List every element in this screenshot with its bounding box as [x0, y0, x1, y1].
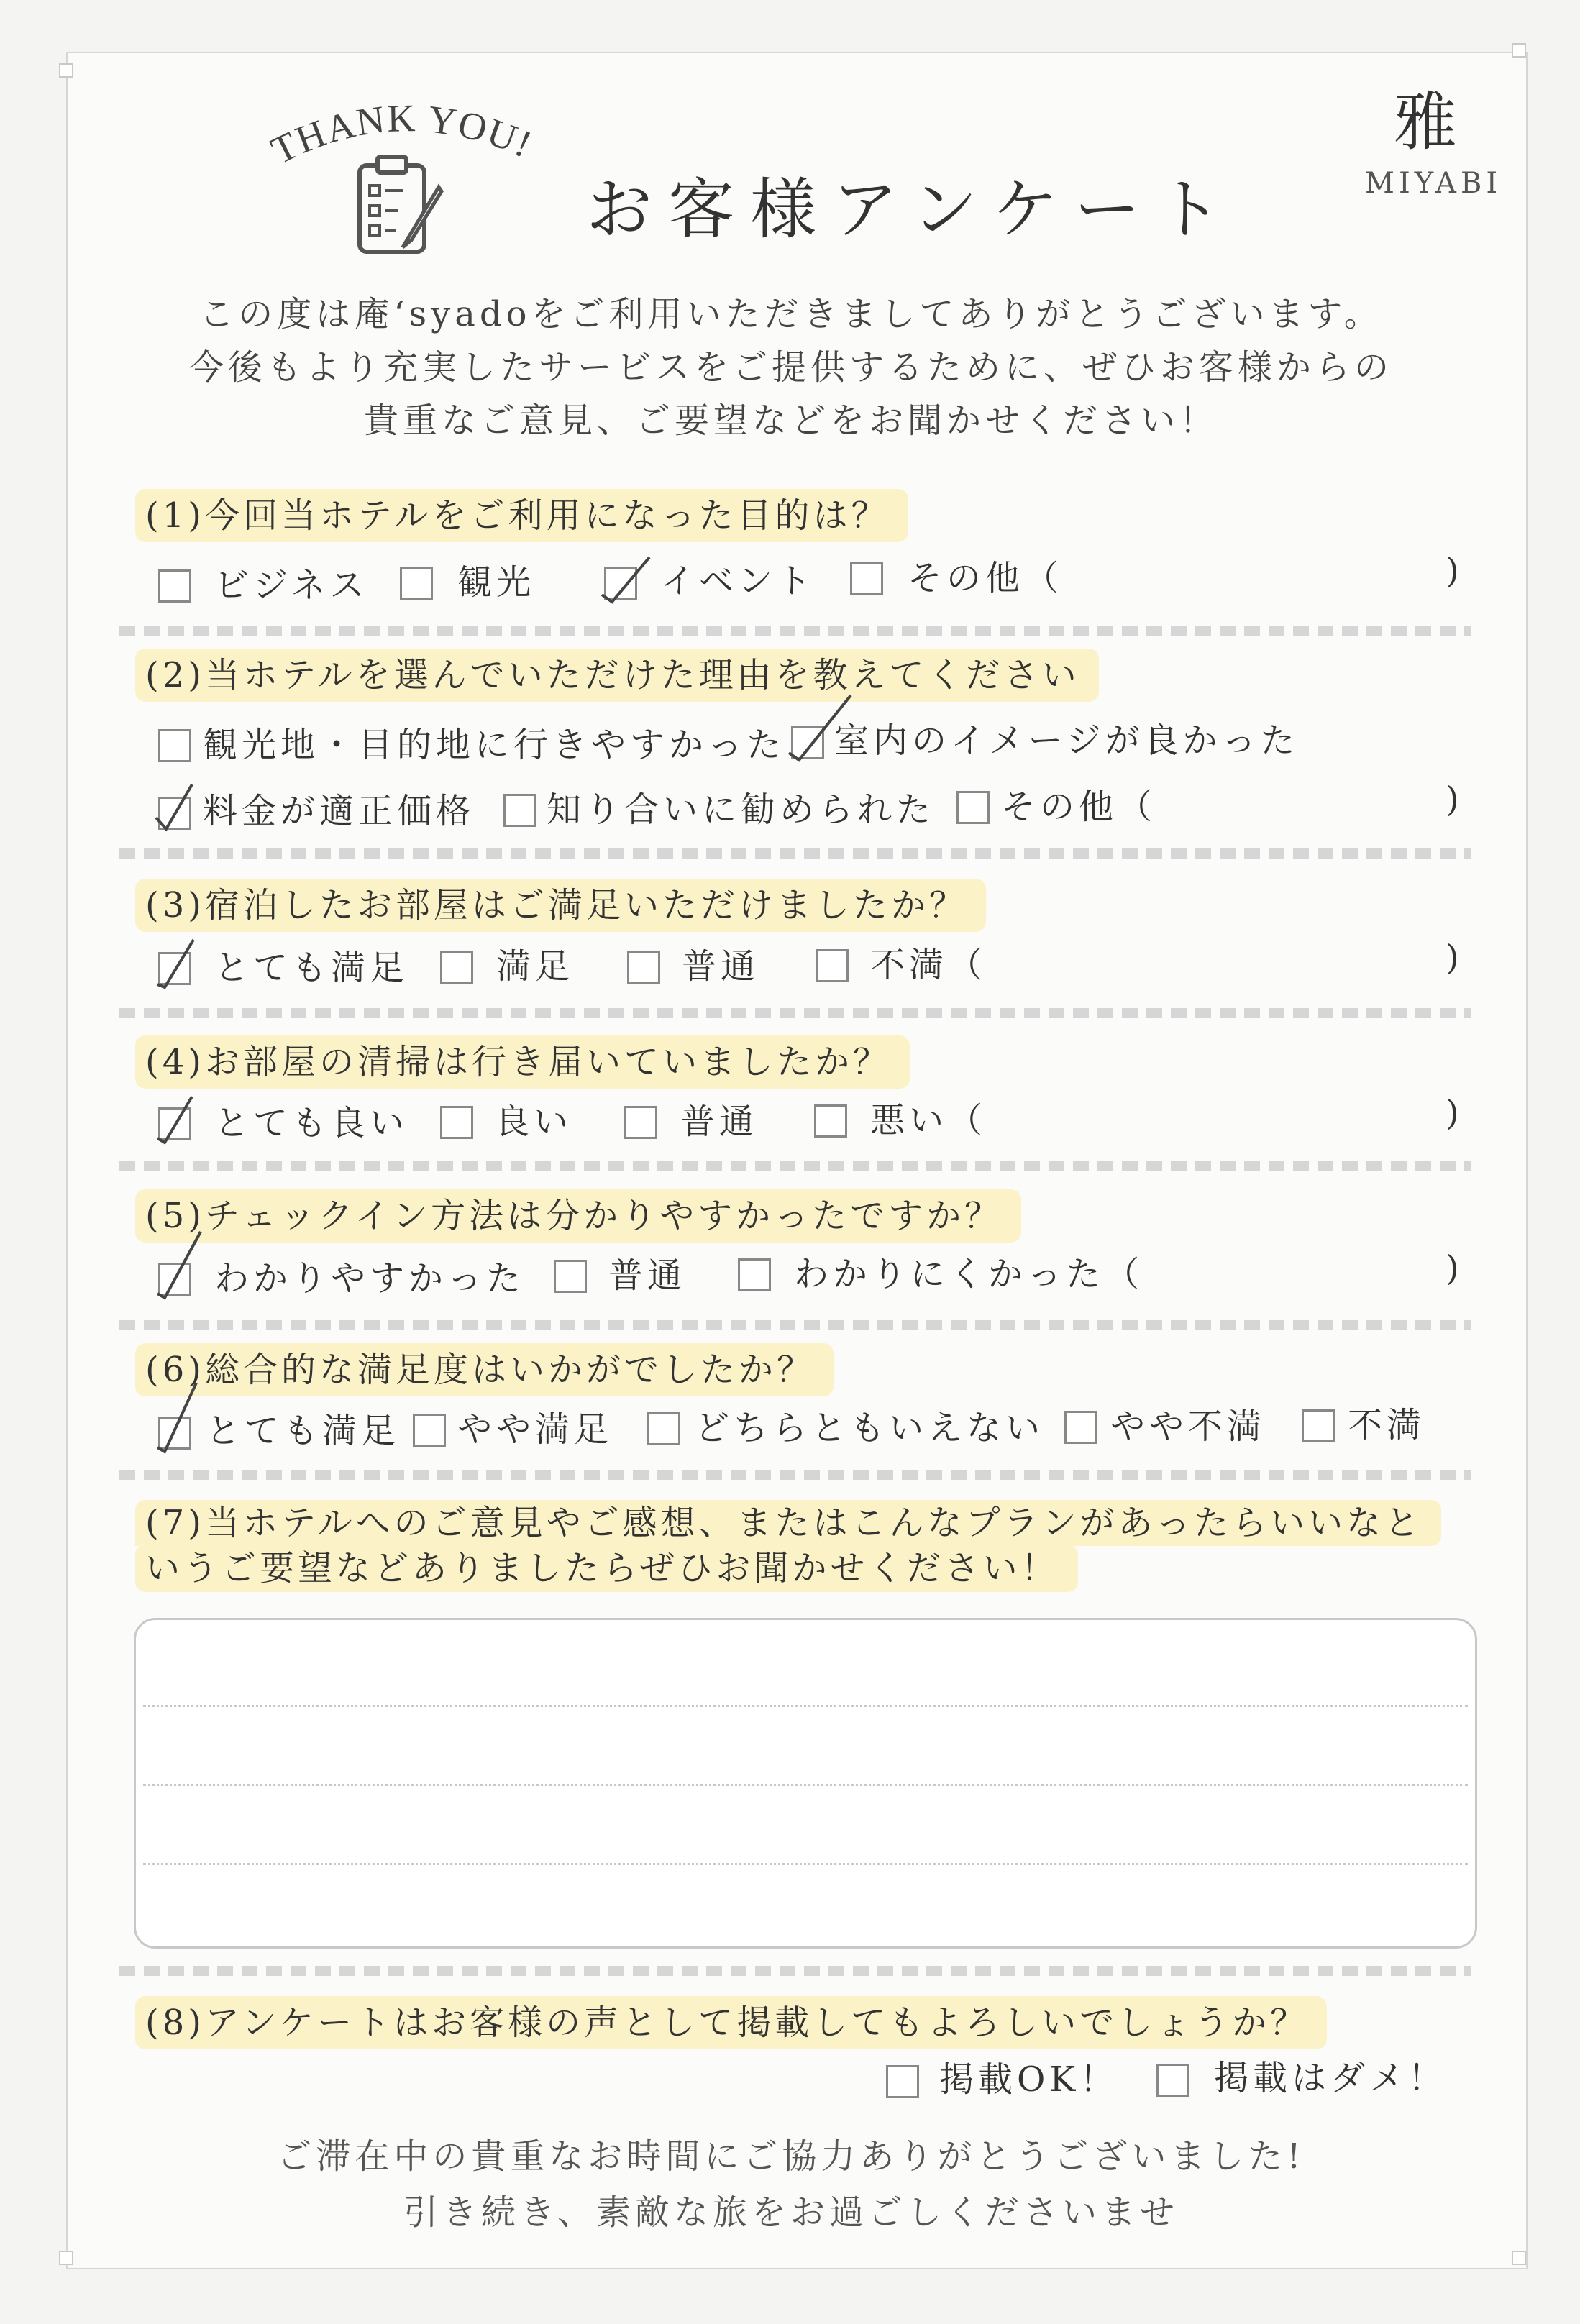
close-paren: ): [1446, 551, 1459, 591]
q4-checkbox[interactable]: [624, 1106, 657, 1139]
intro-line: 貴重なご意見、ご要望などをお聞かせください！: [363, 401, 1218, 441]
logo-roman: MIYABI: [1365, 167, 1502, 200]
q2-checkbox[interactable]: [503, 794, 536, 827]
q1-option-label: その他（: [908, 558, 1064, 598]
q6-option-label: とても満足: [206, 1411, 401, 1451]
check-icon: [156, 787, 206, 838]
q2-heading: (2)当ホテルを選んでいただけた理由を教えてください: [135, 649, 1099, 702]
q6-checkbox[interactable]: [647, 1412, 680, 1445]
page-title: お客様アンケート: [586, 171, 1238, 248]
q1-option-label: ビジネス: [214, 565, 369, 605]
intro-text: [144, 288, 1438, 447]
q3-checkbox[interactable]: [158, 952, 191, 985]
corner-mark: [59, 63, 73, 78]
q4-checkbox[interactable]: [158, 1107, 191, 1140]
q1-option-label: イベント: [660, 561, 816, 601]
q4-option-label: 普通: [680, 1102, 759, 1142]
q1-heading: (1)今回当ホテルをご利用になった目的は？: [135, 489, 908, 542]
divider: [119, 1008, 1471, 1018]
q4-option-label: とても良い: [214, 1103, 409, 1143]
q2-checkbox[interactable]: [158, 729, 191, 762]
q6-option-label: やや不満: [1110, 1406, 1266, 1447]
ruled-line: [143, 1863, 1468, 1865]
divider: [119, 848, 1471, 859]
q6-option-label: 不満: [1348, 1405, 1426, 1445]
q3-option-label: 不満（: [870, 945, 987, 985]
divider: [119, 1161, 1471, 1171]
q5-heading: (5)チェックイン方法は分かりやすかったですか？: [135, 1189, 1021, 1243]
q4-option-label: 悪い（: [870, 1100, 987, 1140]
q8-checkbox[interactable]: [886, 2065, 919, 2098]
divider: [119, 1470, 1471, 1480]
q6-checkbox[interactable]: [1302, 1409, 1335, 1442]
q5-checkbox[interactable]: [158, 1263, 191, 1296]
q4-checkbox[interactable]: [814, 1104, 847, 1138]
q2-option-label: 知り合いに勧められた: [547, 790, 936, 830]
q5-checkbox[interactable]: [554, 1260, 587, 1293]
q6-checkbox[interactable]: [158, 1417, 191, 1450]
divider: [119, 1966, 1471, 1976]
q5-option-label: わかりにくかった（: [794, 1254, 1144, 1294]
check-icon: [156, 1098, 206, 1148]
q8-heading: (8)アンケートはお客様の声として掲載してもよろしいでしょうか？: [135, 1996, 1327, 2049]
q7-heading-line1: (7)当ホテルへのご意見やご感想、またはこんなプランがあったらいいなと: [135, 1500, 1441, 1546]
check-icon: [156, 943, 206, 993]
q4-option-label: 良い: [495, 1102, 573, 1142]
close-paren: ): [1446, 1248, 1459, 1289]
q1-checkbox[interactable]: [850, 562, 883, 595]
check-icon: [156, 1407, 214, 1465]
q1-checkbox[interactable]: [400, 567, 433, 600]
logo-kanji: 雅: [1394, 85, 1458, 159]
q6-option-label: どちらともいえない: [695, 1408, 1045, 1448]
intro-line: この度は庵‘syadoをご利用いただきましてありがとうございます。: [199, 294, 1383, 334]
corner-mark: [1512, 43, 1526, 58]
q2-checkbox[interactable]: [791, 726, 824, 759]
q4-checkbox[interactable]: [440, 1106, 473, 1139]
q5-option-label: 普通: [608, 1255, 687, 1296]
check-icon: [156, 1253, 214, 1311]
corner-mark: [1512, 2251, 1526, 2265]
close-paren: ): [1446, 1093, 1459, 1133]
q3-checkbox[interactable]: [816, 949, 849, 982]
q4-heading: (4)お部屋の清掃は行き届いていましたか？: [135, 1035, 910, 1089]
q1-option-label: 観光: [457, 562, 536, 603]
ruled-line: [143, 1705, 1468, 1707]
q3-checkbox[interactable]: [440, 951, 473, 984]
intro-line: 今後もより充実したサービスをご提供するために、ぜひお客様からの: [188, 347, 1393, 388]
q6-option-label: やや満足: [457, 1409, 613, 1450]
q5-option-label: わかりやすかった: [214, 1258, 526, 1299]
closing-message: [144, 2128, 1438, 2241]
q3-option-label: 普通: [682, 946, 760, 987]
q2-option-label: 観光地・目的地に行きやすかった: [203, 725, 786, 765]
q2-option-label: 室内のイメージが良かった: [834, 720, 1300, 761]
q2-option-label: その他（: [1001, 787, 1157, 827]
clipboard-icon: [352, 151, 446, 259]
q6-heading: (6)総合的な満足度はいかがでしたか？: [135, 1343, 834, 1396]
q2-checkbox[interactable]: [956, 791, 990, 824]
q2-option-label: 料金が適正価格: [203, 791, 475, 831]
q6-checkbox[interactable]: [413, 1414, 446, 1447]
divider: [119, 1320, 1471, 1330]
close-paren: ): [1446, 779, 1459, 820]
q8-checkbox[interactable]: [1156, 2064, 1189, 2097]
q3-heading: (3)宿泊したお部屋はご満足いただけましたか？: [135, 879, 986, 932]
q8-option-label: 掲載はダメ！: [1214, 2058, 1448, 2098]
q3-option-label: とても満足: [214, 948, 409, 988]
corner-mark: [59, 2251, 73, 2265]
q1-checkbox[interactable]: [158, 569, 191, 603]
close-paren: ): [1446, 938, 1459, 978]
thank-you-text: THANK YOU!: [264, 96, 539, 173]
q7-heading-line2: いうご要望などありましたらぜひお聞かせください！: [135, 1545, 1078, 1592]
q5-checkbox[interactable]: [738, 1258, 771, 1291]
divider: [119, 626, 1471, 636]
q8-option-label: 掲載OK！: [939, 2059, 1119, 2100]
comment-box[interactable]: [134, 1618, 1477, 1949]
check-icon: [602, 557, 652, 608]
closing-line: 引き続き、素敵な旅をお過ごしくださいませ: [403, 2192, 1179, 2233]
q3-option-label: 満足: [496, 946, 575, 987]
q2-checkbox[interactable]: [158, 797, 191, 830]
q6-checkbox[interactable]: [1064, 1411, 1097, 1444]
closing-line: ご滞在中の貴重なお時間にご協力ありがとうございました!: [277, 2136, 1305, 2177]
q3-checkbox[interactable]: [627, 951, 660, 984]
q1-checkbox[interactable]: [604, 567, 637, 600]
ruled-line: [143, 1784, 1468, 1786]
